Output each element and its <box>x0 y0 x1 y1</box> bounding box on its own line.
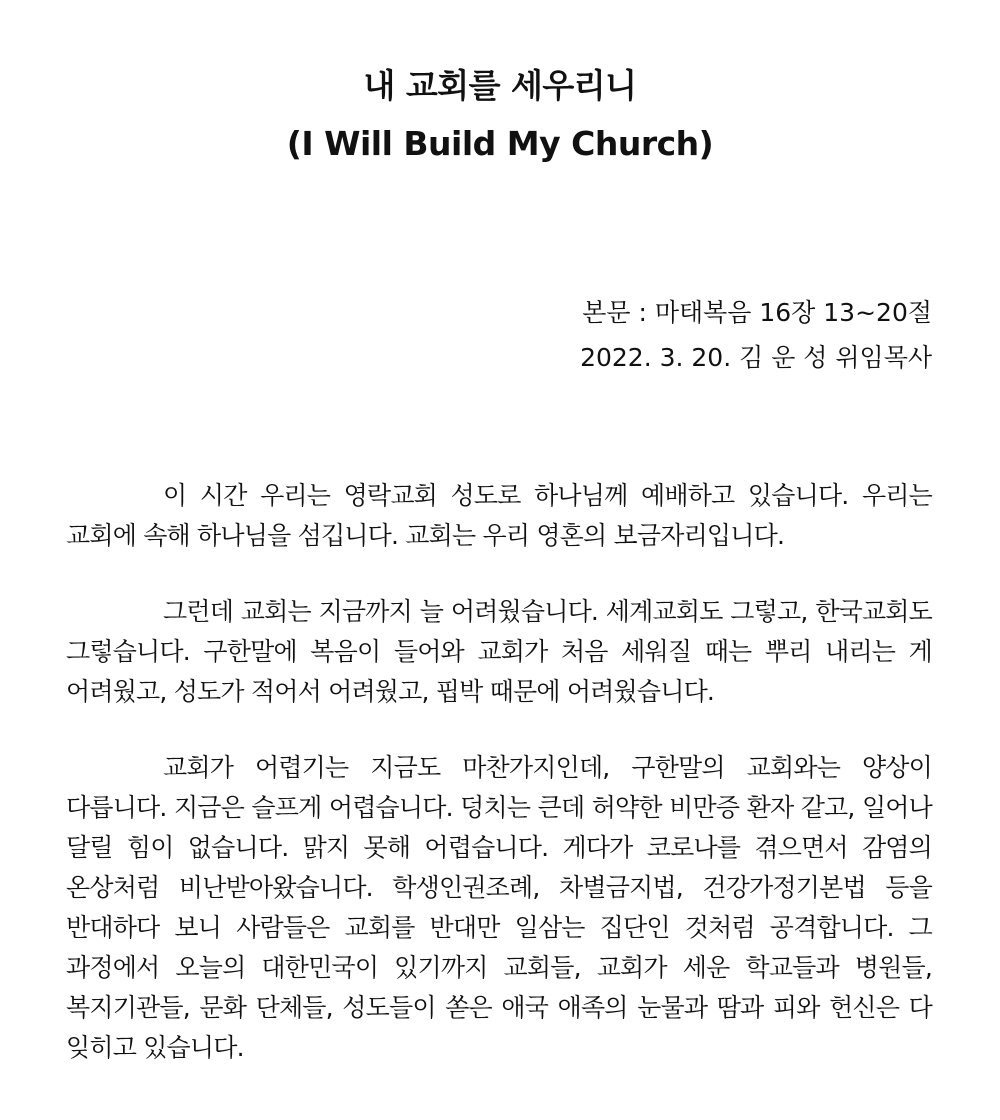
sermon-title-english: (I Will Build My Church) <box>286 124 714 163</box>
date-and-preacher: 2022. 3. 20. 김 운 성 위임목사 <box>580 343 932 372</box>
sermon-title-korean: 내 교회를 세우리니 <box>363 66 637 105</box>
paragraph-2: 그런데 교회는 지금까지 늘 어려웠습니다. 세계교회도 그렇고, 한국교회도 그렇습니다. 구한말에 복음이 들어와 교회가 처음 세워질 때는 뿌리 내리는 게 어려웠고, 성도가 적어서 어려웠고, 핍박 때문에 어려웠습니다. <box>66 597 932 706</box>
paragraph-1: 이 시간 우리는 영락교회 성도로 하나님께 예배하고 있습니다. 우리는 교회에 속해 하나님을 섬깁니다. 교회는 우리 영혼의 보금자리입니다. <box>66 481 932 550</box>
paragraph-3: 교회가 어렵기는 지금도 마찬가지인데, 구한말의 교회와는 양상이 다릅니다. 지금은 슬프게 어렵습니다. 덩치는 큰데 허약한 비만증 환자 같고, 일어나 달릴 힘이 없습니다. 맑지 못해 어렵습니다. 게다가 코로나를 겪으면서 감염의 온상처럼 비난받아왔습니다. 학생인권조례, 차별금지법, 건강가정기본법 등을 반대하다 보니 사람들은 교회를 반대만 일삼는 집단인 것처럼 공격합니다. 그 과정에서 오늘의 대한민국이 있기까지 교회들, 교회가 세운 학교들과 병원들, 복지기관들, 문화 단체들, 성도들이 쏟은 애국 애족의 눈물과 땀과 피와 헌신은 다 잊히고 있습니다. <box>66 753 932 1062</box>
scripture-reference: 본문 : 마태복음 16장 13~20절 <box>582 298 932 327</box>
sermon-body <box>66 476 932 1104</box>
